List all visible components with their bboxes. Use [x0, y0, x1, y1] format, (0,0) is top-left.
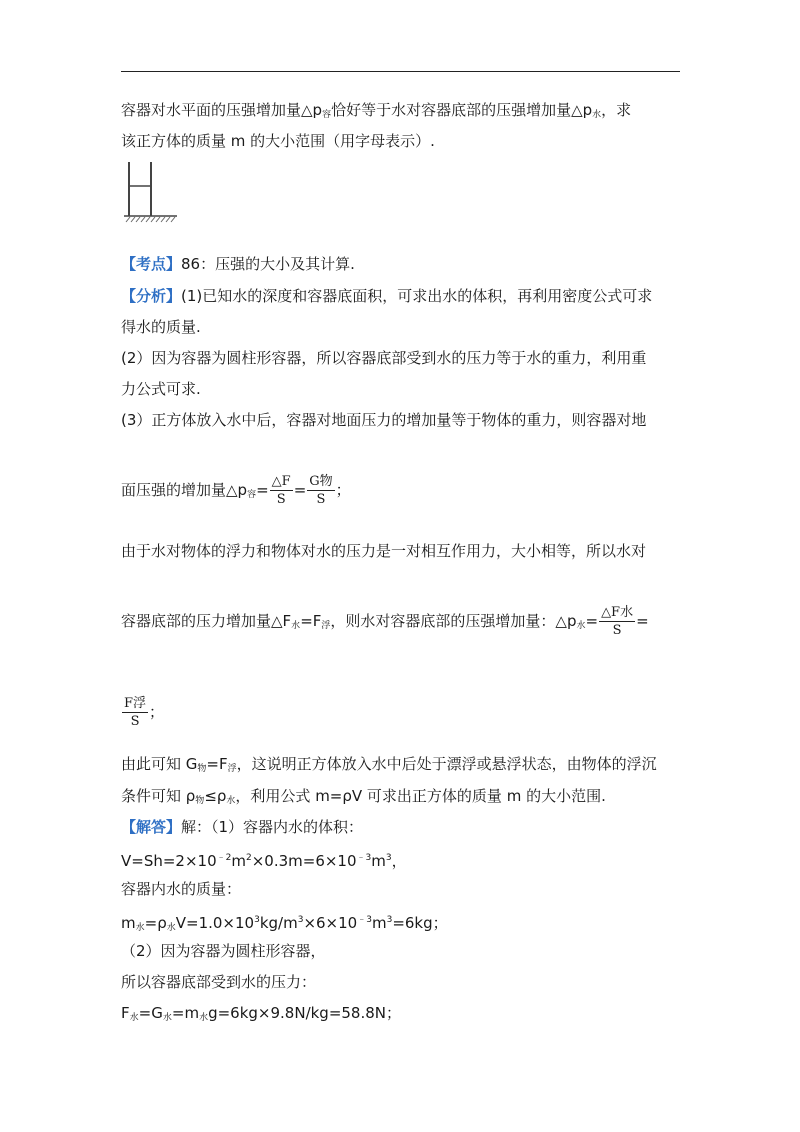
subscript: 物: [195, 796, 205, 806]
fenxi-tag: 【分析】: [121, 287, 182, 305]
fraction-numerator: G物: [309, 474, 333, 489]
text: g=6kg×9.8N/kg=58.8N；: [208, 1004, 402, 1022]
kaodian-line: [121, 253, 355, 275]
text: =G: [138, 1004, 163, 1022]
subscript: 水: [162, 1013, 172, 1023]
fraction-Ffu-over-S: [122, 695, 148, 730]
fraction-denominator: S: [316, 492, 326, 507]
container-figure: [121, 158, 181, 226]
text: m: [121, 914, 136, 932]
kaodian-tag: 【考点】: [121, 255, 182, 273]
superscript: 3: [385, 853, 392, 863]
text: =: [293, 481, 307, 499]
superscript: 3: [254, 915, 260, 925]
text: 恰好等于水对容器底部的压强增加量△p: [331, 101, 593, 119]
text: 容器底部的压力增加量△F: [121, 612, 292, 630]
text: (1)已知水的深度和容器底面积，可求出水的体积，再利用密度公式可求: [181, 287, 653, 305]
solution-line-3: [121, 909, 448, 939]
text: 由此可知 G: [121, 755, 198, 773]
text: 所以容器底部受到水的压力：: [121, 973, 317, 991]
text: （2）因为容器为圆柱形容器，: [121, 942, 326, 960]
fenxi-line-3: [121, 347, 646, 369]
subscript: 容: [322, 110, 332, 120]
text: V=1.0×10: [175, 914, 255, 932]
text: 由于水对物体的浮力和物体对水的压力是一对相互作用力，大小相等，所以水对: [121, 542, 647, 560]
text: 容器内水的质量：: [121, 880, 242, 898]
text: 力公式可求.: [121, 380, 201, 398]
text: m: [371, 852, 386, 870]
text: ≤ρ: [204, 787, 227, 805]
text: ，求: [601, 101, 632, 119]
text: V=Sh=2×10: [121, 852, 217, 870]
text: ×0.3m=6×10: [251, 852, 357, 870]
text: ×6×10: [303, 914, 358, 932]
text: F: [121, 1004, 130, 1022]
subscript: 水: [166, 923, 176, 933]
text: ，利用公式 m=ρV 可求出正方体的质量 m 的大小范围.: [235, 787, 606, 805]
text: =m: [171, 1004, 200, 1022]
subscript: 水: [592, 110, 602, 120]
fraction-numerator: F浮: [124, 696, 147, 711]
text: (2）因为容器为圆柱形容器，所以容器底部受到水的压力等于水的重力，利用重: [121, 349, 647, 367]
text: 该正方体的质量 m 的大小范围（用字母表示）.: [121, 132, 435, 150]
subscript: 水: [129, 1013, 139, 1023]
text: ；: [335, 481, 351, 499]
text: (3）正方体放入水中后，容器对地面压力的增加量等于物体的重力，则容器对地: [121, 411, 647, 429]
superscript: ﹣2: [216, 853, 232, 863]
subscript: 水: [576, 621, 586, 631]
jieda-line: [121, 816, 363, 838]
text: =F: [300, 612, 322, 630]
fenxi-line-11: [121, 785, 606, 812]
fenxi-line-7: [121, 540, 646, 562]
text: ；: [149, 703, 165, 721]
solution-line-4: [121, 940, 326, 962]
superscript: ﹣3: [357, 915, 372, 925]
subscript: 水: [226, 796, 236, 806]
superscript: ﹣3: [356, 853, 372, 863]
solution-line-1: [121, 847, 407, 872]
text: =: [636, 612, 649, 630]
text: 86：压强的大小及其计算.: [181, 255, 355, 273]
fraction-deltaF-water-over-S: [599, 604, 635, 639]
superscript: 2: [245, 853, 252, 863]
solution-line-5: [121, 971, 316, 993]
fraction-denominator: S: [276, 492, 286, 507]
fenxi-line-1: [121, 285, 652, 307]
text: ，则水对容器底部的压强增加量：△p: [330, 612, 577, 630]
fraction-denominator: S: [130, 714, 140, 729]
solution-line-2: [121, 878, 241, 900]
subscript: 水: [199, 1013, 209, 1023]
solution-line-6: [121, 1002, 401, 1029]
text: =F: [206, 755, 228, 773]
header-rule: [121, 71, 680, 72]
text: ，: [391, 852, 407, 870]
text: =: [256, 481, 269, 499]
superscript: 3: [297, 915, 304, 925]
subscript: 浮: [227, 764, 237, 774]
fraction-numerator: △F: [271, 474, 291, 489]
fenxi-line-8: [121, 601, 649, 646]
superscript: 3: [386, 915, 393, 925]
text: m: [371, 914, 387, 932]
fraction-deltaF-over-S: [270, 473, 293, 508]
subscript: 水: [135, 923, 145, 933]
text: 得水的质量.: [121, 318, 201, 336]
text: kg/m: [259, 914, 298, 932]
fenxi-line-6: [121, 470, 351, 515]
question-line-2: [121, 130, 435, 152]
fraction-G-over-S: [307, 473, 334, 508]
text: ，这说明正方体放入水中后处于漂浮或悬浮状态，由物体的浮沉: [236, 755, 657, 773]
text: m: [231, 852, 246, 870]
fenxi-line-9: [121, 692, 164, 732]
subscript: 物: [197, 764, 207, 774]
text: =ρ: [144, 914, 167, 932]
text: =6kg；: [392, 914, 448, 932]
text: 面压强的增加量△p: [121, 481, 248, 499]
subscript: 容: [247, 490, 257, 500]
text: =: [585, 612, 599, 630]
fraction-denominator: S: [612, 623, 622, 638]
jieda-tag: 【解答】: [121, 818, 182, 836]
fenxi-line-5: [121, 409, 646, 431]
fenxi-line-2: [121, 316, 201, 338]
fenxi-line-10: [121, 753, 657, 780]
fenxi-line-4: [121, 378, 201, 400]
text: 容器对水平面的压强增加量△p: [121, 101, 323, 119]
subscript: 水: [291, 621, 301, 631]
text: 条件可知 ρ: [121, 787, 196, 805]
fraction-numerator: △F水: [601, 605, 634, 620]
subscript: 浮: [321, 621, 331, 631]
text: 解：（1）容器内水的体积：: [181, 818, 364, 836]
question-line-1: [121, 99, 631, 126]
